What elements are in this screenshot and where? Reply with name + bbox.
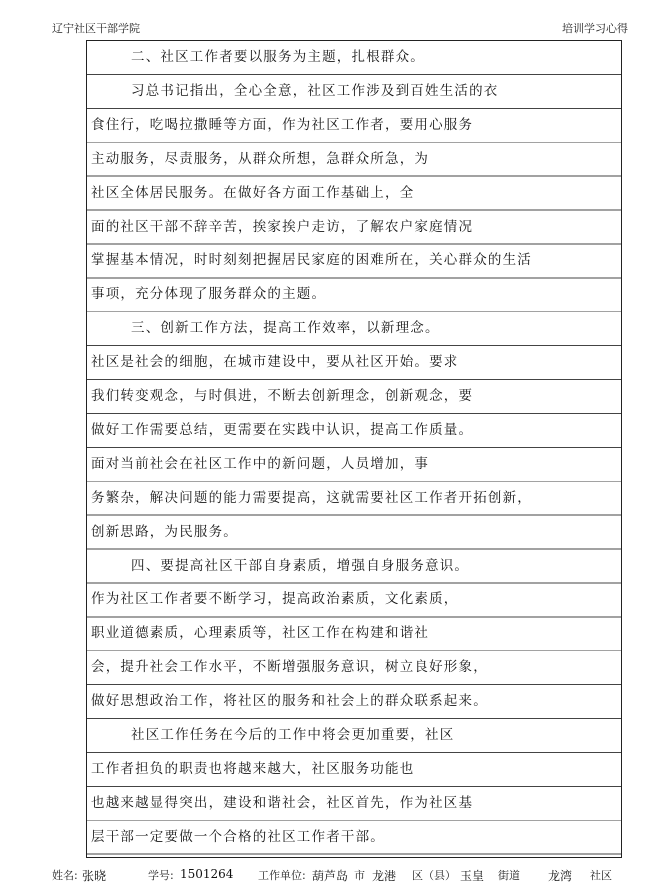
body-line: 层干部一定要做一个合格的社区工作者干部。 (91, 828, 385, 845)
document-type: 培训学习心得 (562, 22, 628, 35)
district-value: 龙港 (372, 869, 397, 883)
work-unit-label: 工作单位: (258, 869, 306, 882)
student-id-value: 1501264 (180, 867, 234, 881)
body-line: 面对当前社会在社区工作中的新问题，人员增加，事 (91, 455, 430, 472)
lined-writing-sheet (86, 40, 622, 858)
body-line: 做好工作需要总结，更需要在实践中认识，提高工作质量。 (91, 421, 474, 438)
school-name: 辽宁社区干部学院 (52, 22, 140, 35)
body-line: 工作者担负的职责也将越来越大，社区服务功能也 (91, 760, 415, 777)
body-line: 三、创新工作方法，提高工作效率，以新理念。 (131, 320, 440, 337)
community-value: 龙湾 (548, 869, 573, 883)
student-id-label: 学号: (148, 869, 174, 882)
handwritten-text-area (87, 41, 621, 857)
name-label: 姓名: (52, 869, 78, 882)
body-line: 作为社区工作者要不断学习，提高政治素质，文化素质， (91, 591, 459, 608)
district-label: 区（县） (412, 869, 456, 882)
city-value: 葫芦岛 (312, 869, 349, 883)
body-line: 主动服务，尽责服务，从群众所想，急群众所急，为 (91, 150, 430, 167)
body-line: 习总书记指出，全心全意，社区工作涉及到百姓生活的衣 (131, 82, 499, 99)
page-header (0, 0, 650, 40)
body-line: 务繁杂，解决问题的能力需要提高，这就需要社区工作者开拓创新， (91, 489, 532, 506)
body-line: 也越来越显得突出，建设和谐社会，社区首先，作为社区基 (91, 794, 474, 811)
body-line: 创新思路，为民服务。 (91, 523, 238, 540)
community-label: 社区 (590, 869, 612, 882)
footer-info (0, 858, 650, 893)
street-value: 玉皇 (460, 869, 485, 883)
name-value: 张晓 (82, 869, 107, 883)
body-line: 食住行，吃喝拉撒睡等方面，作为社区工作者，要用心服务 (91, 116, 474, 133)
city-label: 市 (354, 869, 365, 882)
body-line: 社区是社会的细胞，在城市建设中，要从社区开始。要求 (91, 354, 459, 371)
body-line: 四、要提高社区干部自身素质，增强自身服务意识。 (131, 557, 470, 574)
body-line: 社区工作任务在今后的工作中将会更加重要，社区 (131, 727, 455, 743)
body-line: 会，提升社会工作水平，不断增强服务意识，树立良好形象， (91, 659, 488, 676)
body-line: 社区全体居民服务。在做好各方面工作基础上，全 (91, 184, 415, 201)
street-label: 街道 (498, 869, 520, 882)
body-line: 职业道德素质，心理素质等，社区工作在构建和谐社 (91, 625, 430, 642)
body-line: 二、社区工作者要以服务为主题，扎根群众。 (131, 49, 425, 65)
body-line: 做好思想政治工作，将社区的服务和社会上的群众联系起来。 (91, 693, 488, 710)
body-line: 面的社区干部不辞辛苦，挨家挨户走访，了解农户家庭情况 (91, 218, 474, 235)
body-line: 我们转变观念，与时俱进，不断去创新理念，创新观念，要 (91, 388, 474, 404)
body-line: 掌握基本情况，时时刻刻把握居民家庭的困难所在，关心群众的生活 (91, 252, 532, 269)
body-line: 事项，充分体现了服务群众的主题。 (91, 286, 327, 303)
